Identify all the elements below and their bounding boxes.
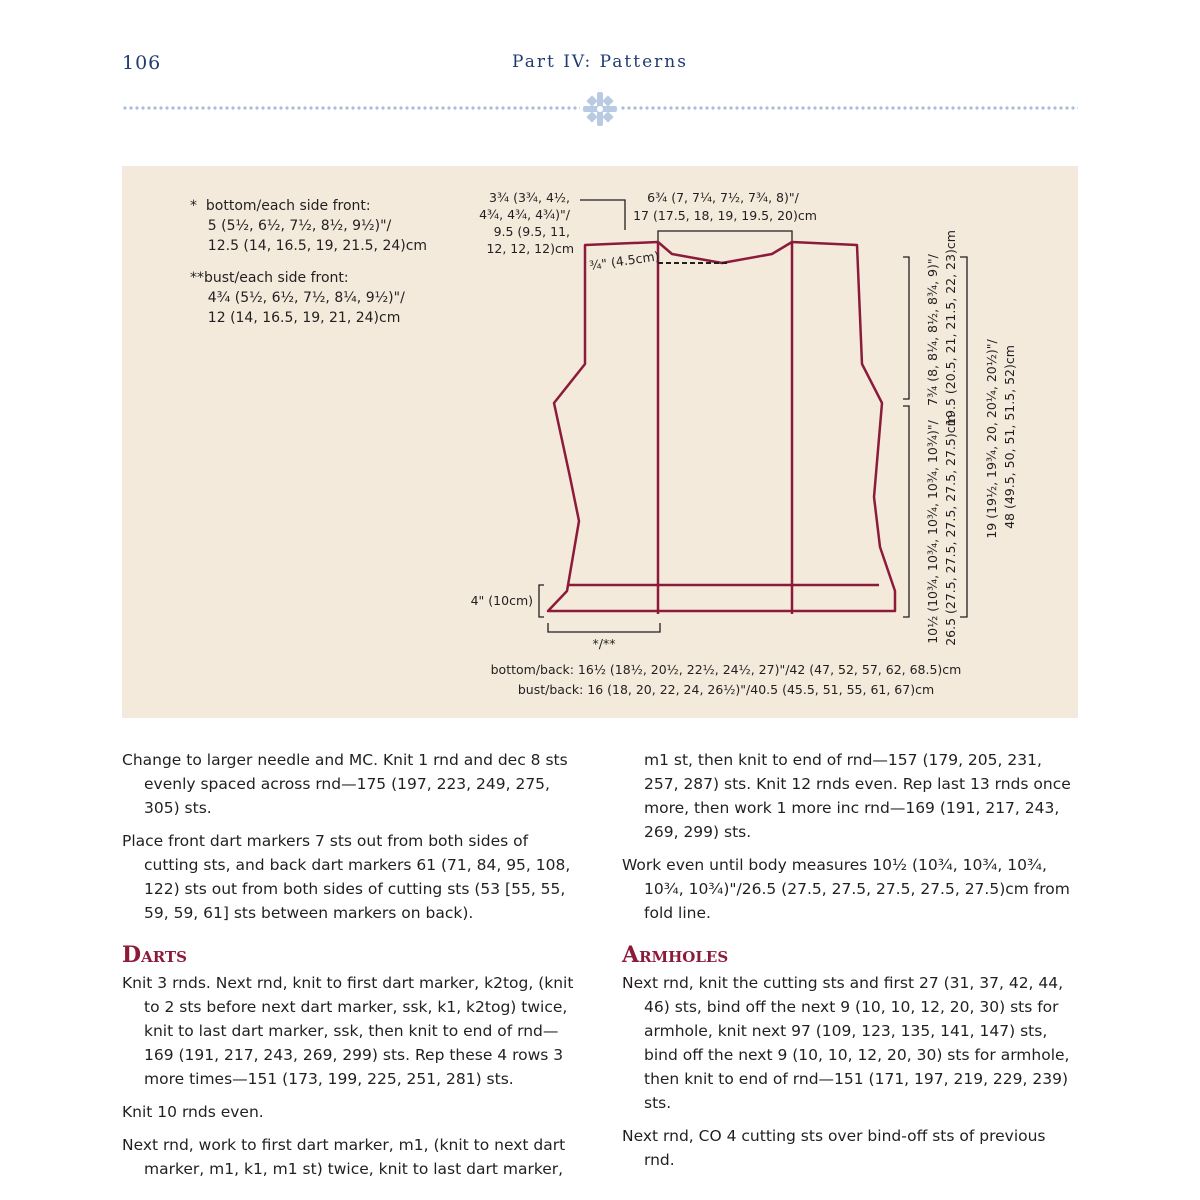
vest-outline bbox=[548, 242, 895, 611]
shoulder-width-label: 3¾ (3¾, 4½, 4¾, 4¾, 4¾)"/ 9.5 (9.5, 11, 12, 12, 12)cm bbox=[479, 190, 574, 256]
total-length-bracket bbox=[960, 257, 967, 617]
armhole-depth-label: 7¾ (8, 8¼, 8½, 8¾, 9)"/ 19.5 (20.5, 21, 21.5, 22, 23)cm bbox=[925, 230, 958, 426]
bust-back-label: bust/back: 16 (18, 20, 22, 24, 26½)"/40.5 (45.5, 51, 55, 61, 67)cm bbox=[517, 682, 935, 697]
hem-depth-label: 4" (10cm) bbox=[470, 593, 533, 608]
running-head: Part IV: Patterns bbox=[512, 52, 688, 72]
body-length-label: 10½ (10¾, 10¾, 10¾, 10¾, 10¾)"/ 26.5 (27.5, 27.5, 27.5, 27.5, 27.5)cm bbox=[925, 414, 958, 646]
armhole-depth-bracket bbox=[903, 257, 909, 399]
schematic-panel bbox=[122, 166, 1078, 718]
front-ref-label: */** bbox=[592, 636, 616, 651]
neck-width-bracket bbox=[658, 231, 792, 241]
note-bust-front: **bust/each side front: 4¾ (5½, 6½, 7½, 8¼, 9½)"/ 12 (14, 16.5, 19, 21, 24)cm bbox=[190, 270, 405, 326]
left-column bbox=[122, 748, 582, 1190]
neck-depth-label: ¾" (4.5cm) bbox=[588, 248, 661, 273]
paragraph: Knit 10 rnds even. bbox=[122, 1103, 264, 1121]
paragraph: Change to larger needle and MC. Knit 1 rnd and dec 8 sts evenly spaced across rnd—175 (197, 223, 249, 275, 305) sts. bbox=[122, 751, 568, 817]
section-heading-armholes: Armholes bbox=[622, 942, 729, 968]
paragraph: Place front dart markers 7 sts out from both sides of cutting sts, and back dart markers 61 (71, 84, 95, 108, 122) sts out from both sides of cutting sts (53 [55, 55, 59, 59, 61] sts between markers on back). bbox=[122, 832, 571, 922]
paragraph: m1 st, then knit to end of rnd—157 (179, 205, 231, 257, 287) sts. Knit 12 rnds even. Rep last 13 rnds once more, then work 1 more inc rnd—169 (191, 217, 243, 269, 299) sts. bbox=[644, 751, 1071, 841]
paragraph: Work even until body measures 10½ (10¾, 10¾, 10¾, 10¾, 10¾)"/26.5 (27.5, 27.5, 27.5, 27.5, 27.5)cm from fold line. bbox=[622, 856, 1070, 922]
front-width-bracket bbox=[548, 623, 660, 632]
page-number: 106 bbox=[122, 52, 162, 74]
bottom-back-label: bottom/back: 16½ (18½, 20½, 22½, 24½, 27)"/42 (47, 52, 57, 62, 68.5)cm bbox=[490, 662, 962, 677]
total-length-label: 19 (19½, 19¾, 20, 20¼, 20½)"/ 48 (49.5, 50, 51, 51.5, 52)cm bbox=[984, 339, 1017, 539]
right-column bbox=[622, 748, 1080, 1181]
note-bottom-front: * bottom/each side front: 5 (5½, 6½, 7½, 8½, 9½)"/ 12.5 (14, 16.5, 19, 21.5, 24)cm bbox=[190, 198, 428, 254]
paragraph: Next rnd, knit the cutting sts and first 27 (31, 37, 42, 44, 46) sts, bind off the next 9 (10, 10, 12, 20, 30) sts for armhole, knit next 97 (109, 123, 135, 141, 147) sts, bind off the next 9 (10, 10, 12, 20, 30) sts for armhole, then knit to end of rnd—151 (171, 197, 219, 229, 239) sts. bbox=[622, 974, 1070, 1112]
vest-schematic bbox=[122, 166, 1078, 718]
hem-depth-bracket bbox=[539, 585, 544, 617]
section-heading-darts: Darts bbox=[122, 942, 187, 968]
paragraph: Next rnd, work to first dart marker, m1, (knit to next dart marker, m1, k1, m1 st) twice, knit to last dart marker, bbox=[122, 1136, 566, 1178]
body-length-bracket bbox=[903, 406, 909, 617]
shoulder-bracket bbox=[580, 200, 625, 230]
paragraph: Knit 3 rnds. Next rnd, knit to first dart marker, k2tog, (knit to 2 sts before next dart marker, ssk, k1, k2tog) twice, knit to last dart marker, ssk, then knit to end of rnd—169 (191, 217, 243, 269, 299) sts. Rep these 4 rows 3 more times—151 (173, 199, 225, 251, 281) sts. bbox=[122, 974, 574, 1088]
snowflake-ornament-icon bbox=[580, 90, 620, 128]
paragraph: Next rnd, CO 4 cutting sts over bind-off sts of previous rnd. bbox=[622, 1127, 1046, 1169]
neck-width-label: 6¾ (7, 7¼, 7½, 7¾, 8)"/ 17 (17.5, 18, 19, 19.5, 20)cm bbox=[633, 190, 817, 223]
